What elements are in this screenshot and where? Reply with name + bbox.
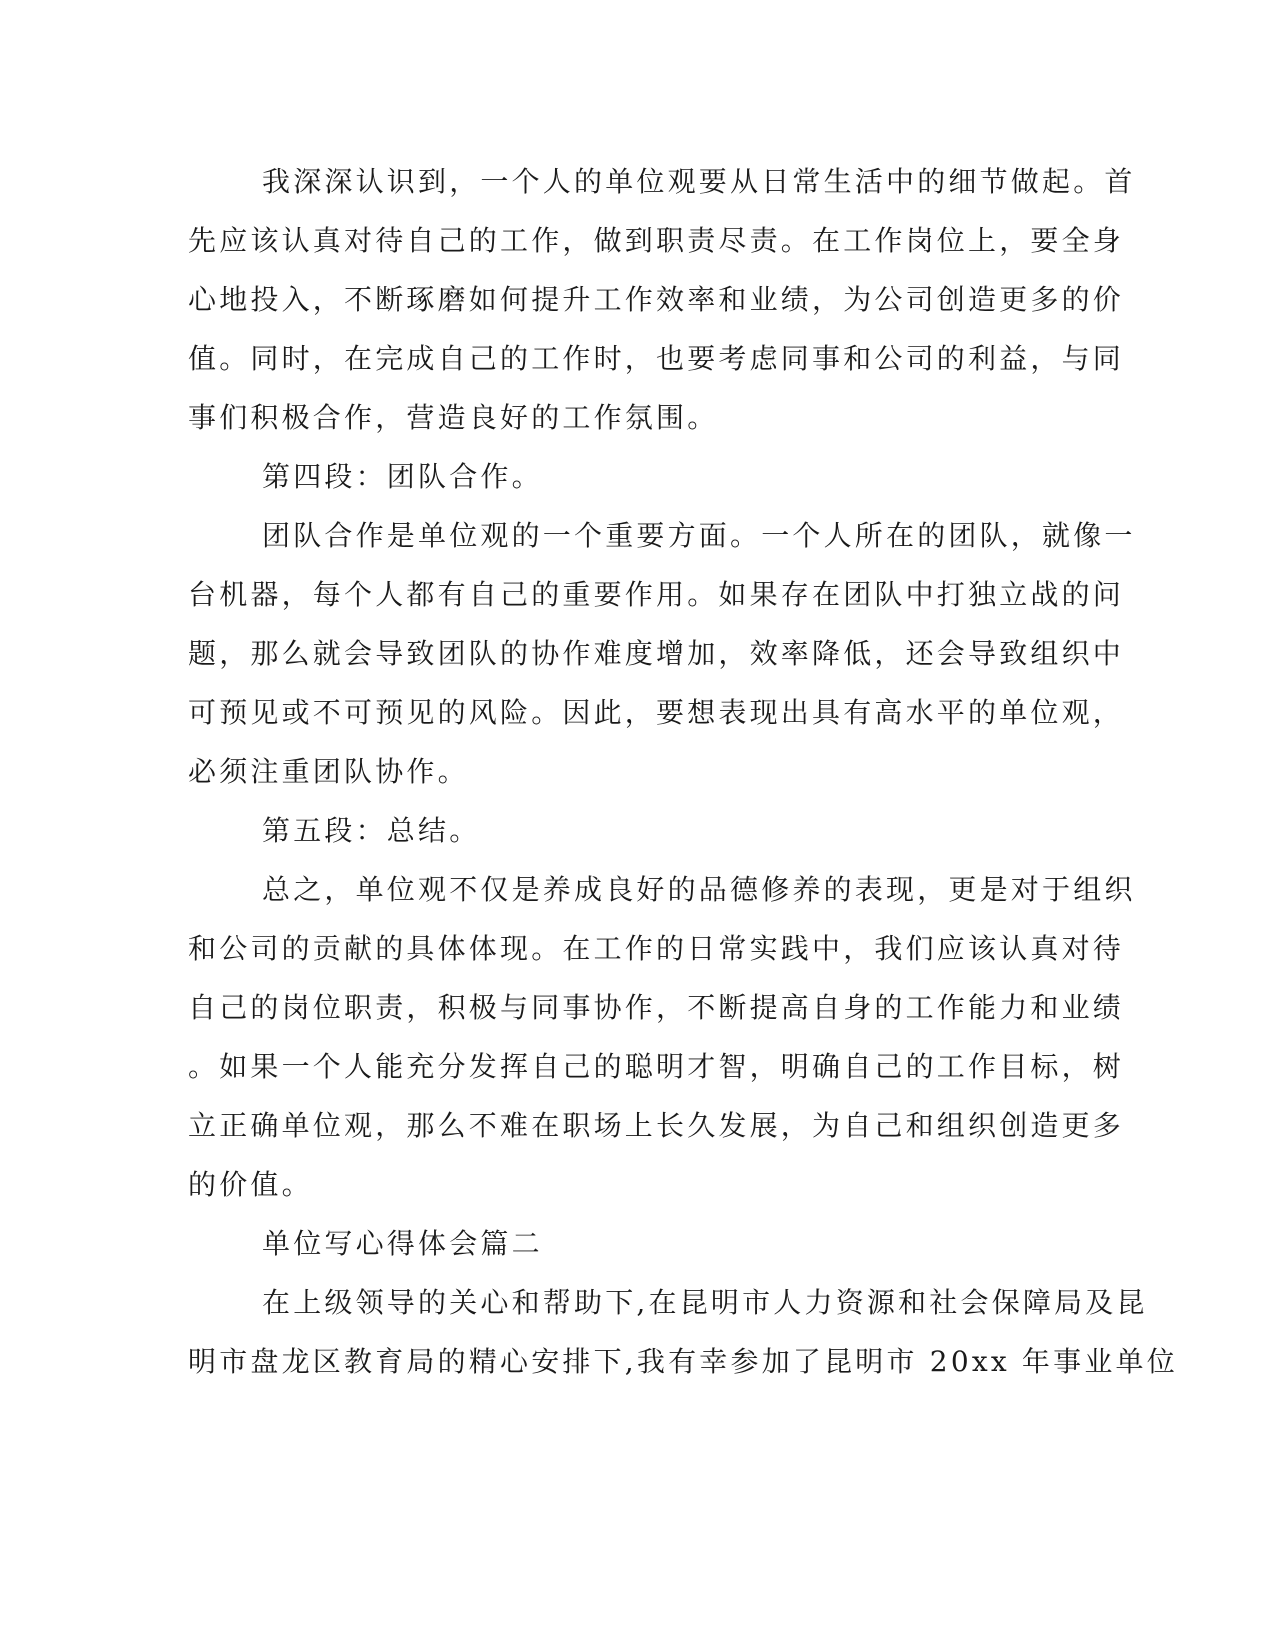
text-line: 自己的岗位职责，积极与同事协作，不断提高自身的工作能力和业绩 xyxy=(188,991,1125,1024)
text-line: 可预见或不可预见的风险。因此，要想表现出具有高水平的单位观， xyxy=(188,696,1125,729)
text-line: 事们积极合作，营造良好的工作氛围。 xyxy=(188,401,719,434)
text-line: 的价值。 xyxy=(188,1168,313,1201)
article-heading: 单位写心得体会篇二 xyxy=(262,1227,543,1260)
text-line: 和公司的贡献的具体体现。在工作的日常实践中，我们应该认真对待 xyxy=(188,932,1125,965)
text-line: 总之，单位观不仅是养成良好的品德修养的表现，更是对于组织 xyxy=(262,873,1136,906)
text-line: 立正确单位观，那么不难在职场上长久发展，为自己和组织创造更多 xyxy=(188,1109,1125,1142)
section-heading: 第四段：团队合作。 xyxy=(262,460,543,493)
text-line: 团队合作是单位观的一个重要方面。一个人所在的团队，就像一 xyxy=(262,519,1136,552)
text-line: 我深深认识到，一个人的单位观要从日常生活中的细节做起。首 xyxy=(262,165,1136,198)
text-line: 题，那么就会导致团队的协作难度增加，效率降低，还会导致组织中 xyxy=(188,637,1125,670)
text-line: 。如果一个人能充分发挥自己的聪明才智，明确自己的工作目标，树 xyxy=(188,1050,1125,1083)
text-line: 在上级领导的关心和帮助下,在昆明市人力资源和社会保障局及昆 xyxy=(262,1286,1148,1319)
section-heading: 第五段：总结。 xyxy=(262,814,481,847)
text-line: 值。同时，在完成自己的工作时，也要考虑同事和公司的利益，与同 xyxy=(188,342,1125,375)
text-line: 明市盘龙区教育局的精心安排下,我有幸参加了昆明市 20xx 年事业单位 xyxy=(188,1345,1178,1378)
text-line: 先应该认真对待自己的工作，做到职责尽责。在工作岗位上，要全身 xyxy=(188,224,1125,257)
text-line: 心地投入，不断琢磨如何提升工作效率和业绩，为公司创造更多的价 xyxy=(188,283,1125,316)
text-line: 台机器，每个人都有自己的重要作用。如果存在团队中打独立战的问 xyxy=(188,578,1125,611)
text-line: 必须注重团队协作。 xyxy=(188,755,469,788)
